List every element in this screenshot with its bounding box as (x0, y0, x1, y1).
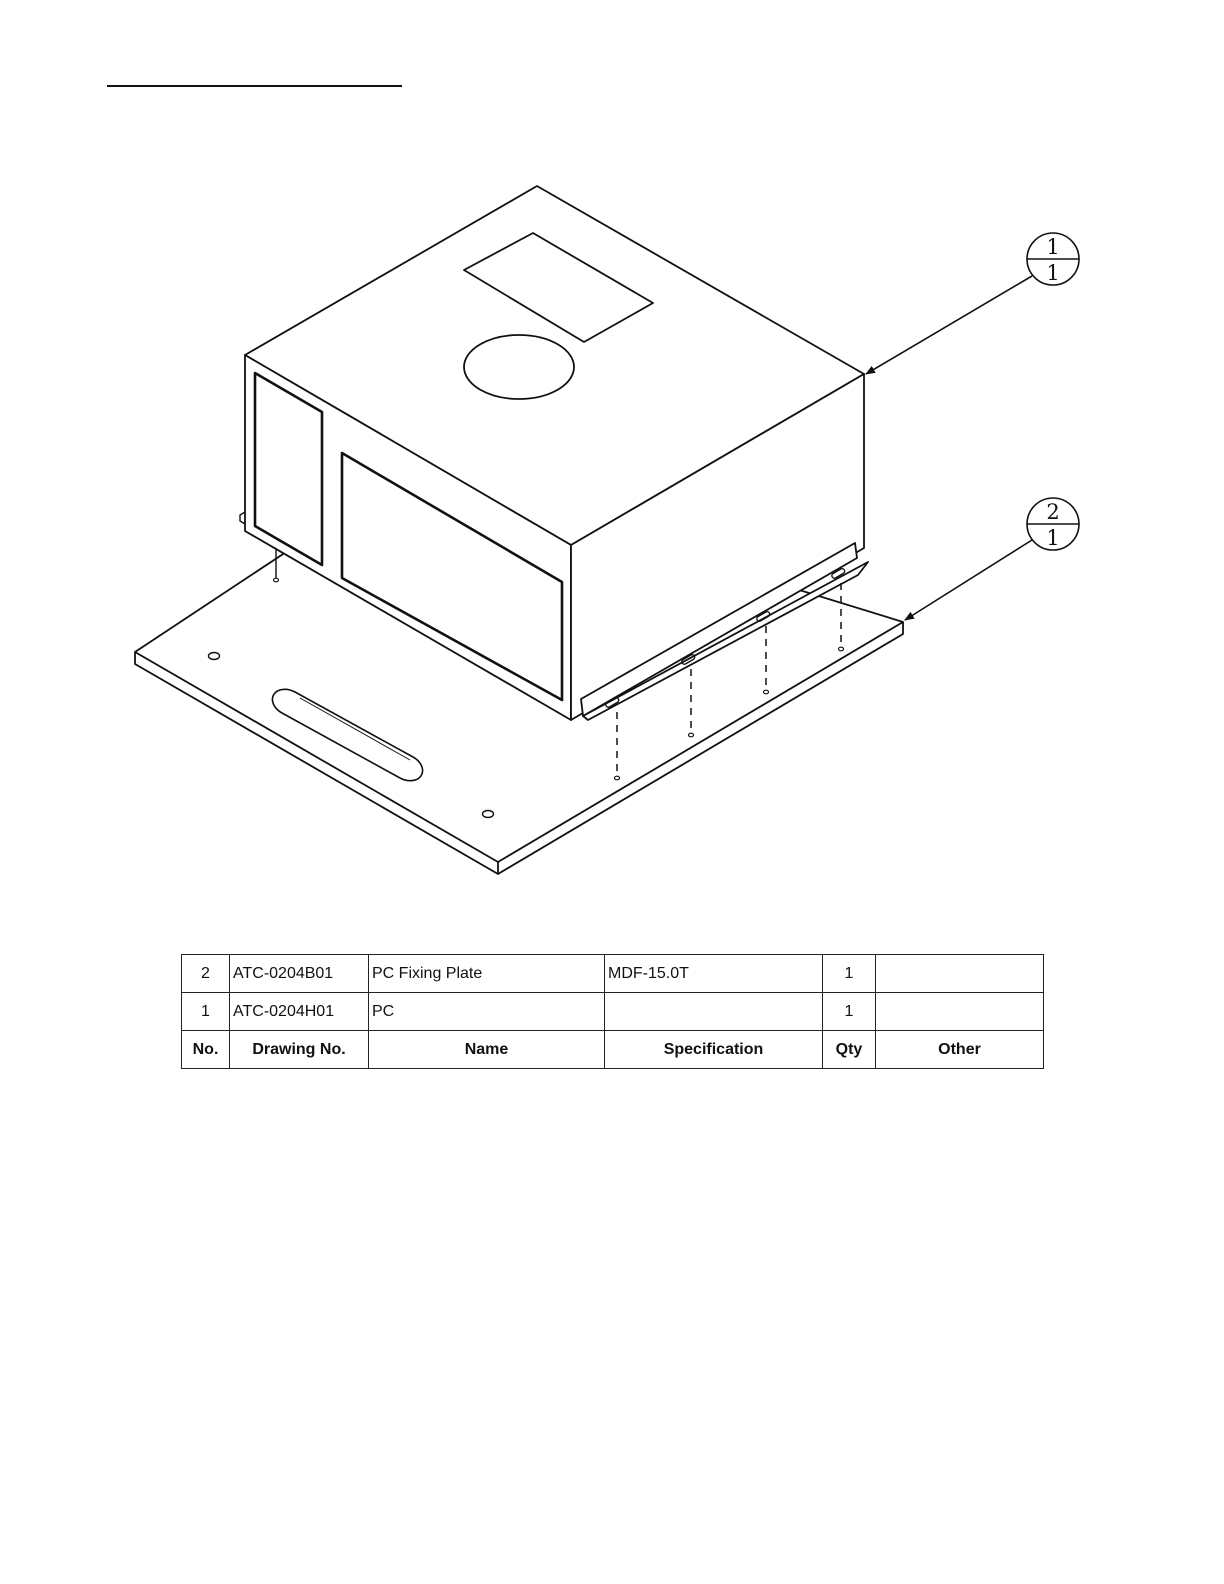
cell-other (876, 955, 1044, 993)
table-header-row (182, 1031, 1044, 1069)
table-row (182, 993, 1044, 1031)
cell-specification: MDF-15.0T (605, 955, 823, 993)
cell-drawing-no: ATC-0204H01 (230, 993, 369, 1031)
balloon-item-number: 1 (1046, 235, 1060, 259)
cell-name: PC Fixing Plate (369, 955, 605, 993)
balloon-item-1 (1027, 233, 1079, 285)
table-row (182, 955, 1044, 993)
cell-qty: 1 (823, 993, 876, 1031)
cell-other (876, 993, 1044, 1031)
cell-drawing-no: ATC-0204B01 (230, 955, 369, 993)
balloon-item-qty: 1 (1046, 261, 1060, 285)
header-specification: Specification (605, 1031, 823, 1069)
cell-specification (605, 993, 823, 1031)
balloon-item-number: 2 (1046, 500, 1060, 524)
header-other: Other (876, 1031, 1044, 1069)
cell-name: PC (369, 993, 605, 1031)
balloon-item-qty: 1 (1046, 526, 1060, 550)
cell-qty: 1 (823, 955, 876, 993)
bill-of-materials-table (181, 954, 1044, 1069)
header-qty: Qty (823, 1031, 876, 1069)
balloon-item-2 (1027, 498, 1079, 550)
leader-lines (866, 276, 1032, 620)
cell-no: 1 (182, 993, 230, 1031)
header-name: Name (369, 1031, 605, 1069)
cell-no: 2 (182, 955, 230, 993)
header-drawing-no: Drawing No. (230, 1031, 369, 1069)
leader-item-1 (866, 276, 1032, 374)
header-no: No. (182, 1031, 230, 1069)
leader-item-2 (905, 540, 1032, 620)
